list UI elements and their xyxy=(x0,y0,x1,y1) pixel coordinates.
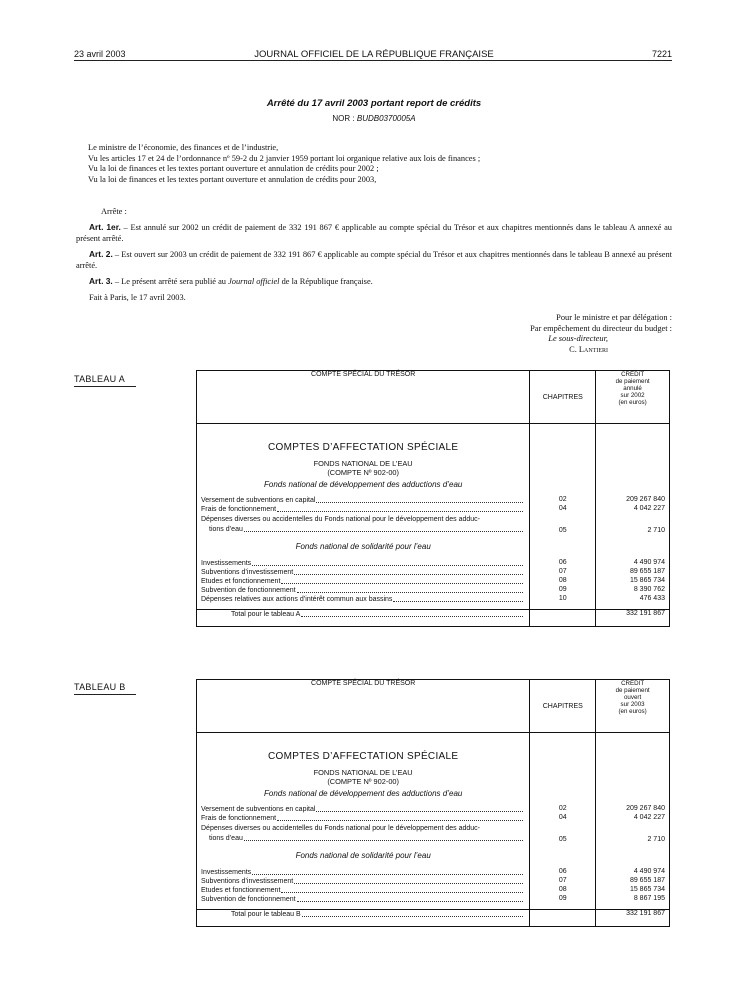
row-amount: 89 655 187 xyxy=(629,567,665,575)
credit-header-line: de paiement xyxy=(615,687,650,694)
row-amount: 15 865 734 xyxy=(629,885,665,893)
table-row xyxy=(197,505,670,514)
table-row xyxy=(197,877,670,886)
tableau-a-label: TABLEAU A xyxy=(74,374,126,384)
signature-line: Par empêchement du directeur du budget : xyxy=(530,323,672,333)
preamble xyxy=(88,143,672,185)
nor-label: NOR : xyxy=(332,114,355,123)
row-label: Etudes et fonctionnement xyxy=(201,577,281,585)
table-header-row xyxy=(197,680,670,733)
credit-header-line: ouvert xyxy=(623,694,642,701)
row-amount: 2 710 xyxy=(647,526,665,534)
row-label: Versement de subventions en capital xyxy=(201,806,316,813)
col-credit-header xyxy=(596,680,670,733)
table-row xyxy=(197,568,670,577)
signature-name: C. Lantieri xyxy=(569,344,608,354)
section-heading: Fonds national de solidarité pour l’eau xyxy=(197,534,530,559)
col-compte-header: COMPTE SPÉCIAL DU TRÉSOR xyxy=(197,680,530,733)
tableau-b xyxy=(196,679,670,927)
decree-title: Arrêté du 17 avril 2003 portant report de crédits xyxy=(266,98,482,109)
article-2 xyxy=(76,249,672,271)
tableau-b-label-rule xyxy=(74,694,136,695)
table-header-row xyxy=(197,371,670,424)
total-label: Total pour le tableau B xyxy=(231,910,301,918)
row-label: Subvention de fonctionnement xyxy=(201,586,296,594)
article-1 xyxy=(76,222,672,244)
tableau-b-label: TABLEAU B xyxy=(74,682,126,692)
credit-header-line: annulé xyxy=(623,385,642,392)
row-label: Versement de subventions en capital xyxy=(201,497,316,504)
total-label: Total pour le tableau A xyxy=(231,610,301,618)
preamble-line: Vu la loi de finances et les textes portant ouverture et annulation de crédits pour 2002 ; xyxy=(88,164,379,173)
tableau-a xyxy=(196,370,670,627)
table-row xyxy=(197,514,670,534)
row-amount: 8 390 762 xyxy=(633,585,665,593)
row-chapter: 06 xyxy=(530,868,596,877)
credit-header-line: (en euros) xyxy=(618,399,647,406)
total-amount: 332 191 867 xyxy=(596,909,670,926)
credit-header-line: sur 2003 xyxy=(620,701,645,708)
section-heading: Fonds national de solidarité pour l’eau xyxy=(197,843,530,868)
row-chapter: 09 xyxy=(530,895,596,910)
preamble-line: Le ministre de l’économie, des finances et de l’industrie, xyxy=(88,143,279,152)
signature-line: Pour le ministre et par délégation : xyxy=(556,313,672,322)
table-row xyxy=(197,886,670,895)
row-amount: 8 867 195 xyxy=(633,894,665,902)
signature-block xyxy=(530,313,672,355)
table-row xyxy=(197,595,670,610)
table-row xyxy=(197,805,670,814)
row-chapter: 08 xyxy=(530,577,596,586)
row-amount: 15 865 734 xyxy=(629,576,665,584)
row-chapter: 08 xyxy=(530,886,596,895)
signature-title: Le sous-directeur, xyxy=(548,334,608,343)
row-chapter: 06 xyxy=(530,559,596,568)
table-row xyxy=(197,868,670,877)
row-chapter: 05 xyxy=(530,823,596,843)
row-label-cont: tions d’eau xyxy=(209,525,243,533)
article-3-text-end: de la République française. xyxy=(279,277,373,286)
arrete-word: Arrête : xyxy=(101,207,127,216)
article-1-text: – Est annulé sur 2002 un crédit de paiement de 332 191 867 € applicable au compte spécial du Trésor et aux chapitres mentionnés dans le tableau A annexé au présent arrêté. xyxy=(76,223,672,243)
row-chapter: 02 xyxy=(530,805,596,814)
section-heading: Fonds national de développement des adductions d’eau xyxy=(197,477,530,496)
table-row xyxy=(197,496,670,505)
row-label: Frais de fonctionnement xyxy=(201,506,277,513)
journal-officiel-italic: Journal officiel xyxy=(228,277,280,286)
total-row xyxy=(197,909,670,926)
row-amount: 209 267 840 xyxy=(626,805,665,812)
col-chapitres-header: CHAPITRES xyxy=(530,680,596,733)
row-label: Subventions d’investissement xyxy=(201,568,294,576)
article-3 xyxy=(76,276,672,288)
article-2-label: Art. 2. xyxy=(89,249,113,259)
compte-number: (COMPTE Nº 902-00) xyxy=(197,468,530,477)
total-row xyxy=(197,609,670,626)
row-label: Etudes et fonctionnement xyxy=(201,886,281,894)
row-label: Dépenses relatives aux actions d’intérêt commun aux bassins xyxy=(201,595,393,603)
row-label: Subventions d’investissement xyxy=(201,877,294,885)
heading: COMPTES D’AFFECTATION SPÉCIALE xyxy=(197,733,530,763)
credit-header-line: CRÉDIT xyxy=(621,680,645,687)
total-amount: 332 191 867 xyxy=(596,609,670,626)
compte-number: (COMPTE Nº 902-00) xyxy=(197,777,530,786)
row-label: Dépenses diverses ou accidentelles du Fonds national pour le développement des adduc- xyxy=(201,516,481,523)
table-row xyxy=(197,586,670,595)
credit-header-line: sur 2002 xyxy=(620,392,645,399)
row-chapter: 09 xyxy=(530,586,596,595)
fund-name: FONDS NATIONAL DE L’EAU xyxy=(197,762,530,777)
articles xyxy=(76,222,672,303)
fund-name: FONDS NATIONAL DE L’EAU xyxy=(197,453,530,468)
row-chapter: 04 xyxy=(530,814,596,823)
row-chapter: 02 xyxy=(530,496,596,505)
col-chapitres-header: CHAPITRES xyxy=(530,371,596,424)
article-3-label: Art. 3. xyxy=(89,276,113,286)
tableau-a-label-rule xyxy=(74,386,136,387)
row-label: Investissements xyxy=(201,868,252,876)
row-amount: 89 655 187 xyxy=(629,876,665,884)
section-heading: Fonds national de développement des adductions d’eau xyxy=(197,786,530,805)
col-compte-header: COMPTE SPÉCIAL DU TRÉSOR xyxy=(197,371,530,424)
row-label: Dépenses diverses ou accidentelles du Fonds national pour le développement des adduc- xyxy=(201,825,481,832)
heading: COMPTES D’AFFECTATION SPÉCIALE xyxy=(197,424,530,454)
row-amount: 2 710 xyxy=(647,835,665,843)
table-row xyxy=(197,823,670,843)
credit-header-line: CRÉDIT xyxy=(621,371,645,378)
credit-header-line: de paiement xyxy=(615,378,650,385)
nor-reference xyxy=(0,114,748,123)
row-label: Frais de fonctionnement xyxy=(201,815,277,822)
row-amount: 4 490 974 xyxy=(633,867,665,875)
fait-a-paris: Fait à Paris, le 17 avril 2003. xyxy=(89,292,186,302)
row-chapter: 07 xyxy=(530,568,596,577)
row-amount: 476 433 xyxy=(639,594,665,602)
header-page-number: 7221 xyxy=(651,49,672,59)
row-label: Investissements xyxy=(201,559,252,567)
header-date: 23 avril 2003 xyxy=(74,49,126,59)
row-chapter: 10 xyxy=(530,595,596,610)
row-chapter: 04 xyxy=(530,505,596,514)
nor-value: BUDB0370005A xyxy=(356,114,416,123)
table-row xyxy=(197,559,670,568)
article-1-label: Art. 1er. xyxy=(89,222,121,232)
row-label: Subvention de fonctionnement xyxy=(201,895,296,903)
article-2-text: – Est ouvert sur 2003 un crédit de paiement de 332 191 867 € applicable au compte spécial du Trésor et aux chapitres mentionnés dans le tableau B annexé au présent arrêté. xyxy=(76,250,672,270)
row-amount: 4 042 227 xyxy=(633,505,665,512)
row-chapter: 07 xyxy=(530,877,596,886)
preamble-line: Vu la loi de finances et les textes portant ouverture et annulation de crédits pour 2003, xyxy=(88,174,377,184)
row-amount: 4 490 974 xyxy=(633,558,665,566)
table-row xyxy=(197,895,670,910)
row-chapter: 05 xyxy=(530,514,596,534)
table-row xyxy=(197,577,670,586)
row-label-cont: tions d’eau xyxy=(209,834,243,842)
credit-header-line: (en euros) xyxy=(618,708,647,715)
table-row xyxy=(197,814,670,823)
preamble-line: Vu les articles 17 et 24 de l’ordonnance nº 59-2 du 2 janvier 1959 portant loi organique relative aux lois de finances ; xyxy=(88,153,481,163)
header-rule xyxy=(74,60,672,61)
row-amount: 4 042 227 xyxy=(633,814,665,821)
header-journal: JOURNAL OFFICIEL DE LA RÉPUBLIQUE FRANÇAISE xyxy=(254,49,494,60)
row-amount: 209 267 840 xyxy=(626,496,665,503)
col-credit-header xyxy=(596,371,670,424)
article-3-text: – Le présent arrêté sera publié au xyxy=(112,277,229,286)
